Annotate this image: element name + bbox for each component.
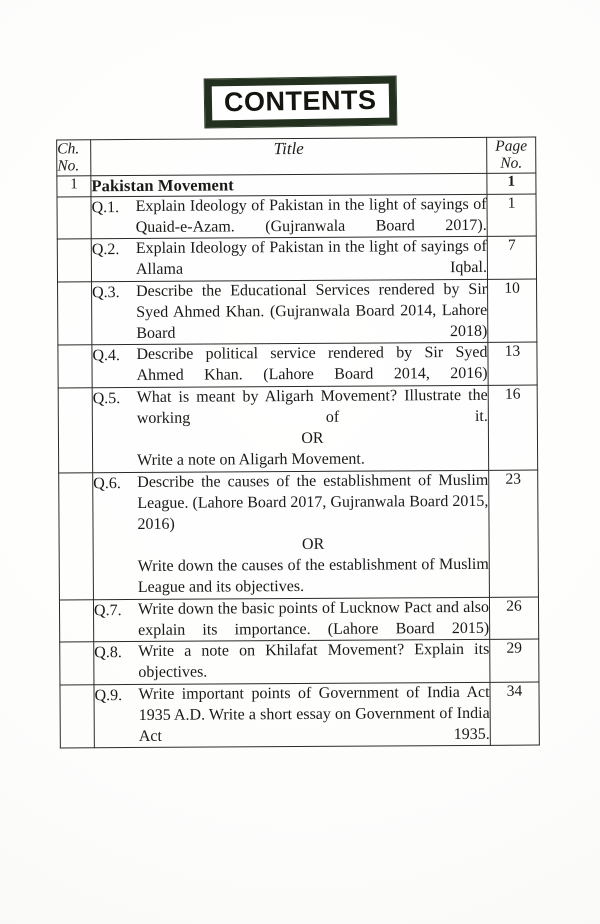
- column-header-chapter-no-line1: Ch.: [57, 140, 80, 158]
- entry-question-text: Explain Ideology of Pakistan in the light of sayings of Quaid-e-Azam. (Gujranwala Board 2017).: [135, 195, 487, 236]
- chapter-no-spacer: [60, 685, 94, 749]
- entry-title-cell: [93, 470, 490, 599]
- entry-question-number: Q.1.: [91, 198, 120, 216]
- page-title: CONTENTS: [223, 84, 377, 118]
- entry-question-text: Describe political service rendered by Sir Syed Ahmed Khan. (Lahore Board 2014, 2016): [136, 344, 488, 385]
- table-row: [58, 385, 538, 473]
- entry-page-number: 7: [487, 236, 536, 279]
- entry-title-cell: [91, 194, 487, 239]
- chapter-page-number: 1: [487, 173, 536, 194]
- contents-heading-box: [204, 77, 395, 128]
- chapter-no-spacer: [59, 473, 94, 600]
- table-header-row: [57, 137, 536, 176]
- entry-title-cell: [92, 385, 489, 473]
- table-row: [60, 682, 539, 748]
- column-header-page-no-line1: Page: [495, 137, 528, 155]
- entry-question-body: [137, 471, 489, 599]
- entry-question-body: [136, 237, 487, 281]
- entry-question-number: Q.6.: [93, 475, 121, 493]
- entry-page-number: 13: [488, 342, 537, 385]
- entry-title-cell: [94, 640, 490, 685]
- chapter-no-spacer: [58, 388, 93, 473]
- entry-question-text: Explain Ideology of Pakistan in the light of sayings of Allama Iqbal.: [135, 238, 487, 279]
- contents-heading-wrap: [0, 78, 600, 126]
- entry-page-number: 23: [489, 470, 539, 597]
- table-row: [57, 194, 536, 240]
- entry-question-body: [136, 343, 487, 387]
- entry-title-cell: [91, 237, 487, 282]
- entry-question-number: Q.3.: [92, 283, 120, 302]
- column-header-chapter-no: [57, 140, 91, 176]
- table-row: [59, 470, 539, 600]
- entry-page-number: 26: [489, 597, 538, 640]
- entry-question-body: [137, 386, 489, 472]
- entry-alternate-text: Write a note on Aligarh Movement.: [137, 450, 365, 470]
- entry-question-text: Describe the Educational Services rendered by Sir Syed Ahmed Khan. (Gujranwala Board 2014, Lahore Board 2018): [136, 280, 488, 342]
- entry-title-cell: [94, 682, 490, 748]
- chapter-no-spacer: [57, 239, 91, 282]
- entry-question-body: [135, 195, 486, 239]
- entry-page-number: 34: [490, 682, 539, 746]
- column-header-chapter-no-line2: No.: [57, 157, 80, 175]
- entry-question-body: [138, 598, 489, 642]
- entry-title-cell: [92, 343, 488, 388]
- entry-question-number: Q.2.: [91, 241, 120, 259]
- entry-title-cell: [92, 279, 488, 345]
- table-row: [58, 279, 537, 345]
- entry-page-number: 29: [490, 639, 539, 682]
- table-row: [58, 342, 537, 388]
- entry-question-number: Q.8.: [94, 644, 122, 662]
- chapter-no-spacer: [57, 196, 91, 239]
- entry-or-separator: OR: [301, 430, 324, 448]
- column-header-page-no-line2: No.: [500, 154, 523, 173]
- entry-question-body: [138, 640, 489, 684]
- chapter-no-spacer: [60, 642, 94, 685]
- entry-question-body: [136, 280, 487, 345]
- entry-question-number: Q.4.: [92, 347, 121, 365]
- entry-question-text: Write a note on Khilafat Movement? Explain its objectives.: [138, 641, 490, 682]
- table-of-contents: [56, 137, 540, 749]
- chapter-title: Pakistan Movement: [91, 173, 487, 196]
- entry-or-separator: OR: [301, 536, 325, 554]
- column-header-page-no: [487, 137, 536, 173]
- entry-question-text: Describe the causes of the establishment of Muslim League. (Lahore Board 2017, Gujranwala Board 2015, 2016): [137, 471, 489, 533]
- entry-title-cell: [93, 597, 489, 642]
- entry-question-text: Write down the basic points of Lucknow Pact and also explain its importance. (Lahore Board 2015): [137, 598, 490, 639]
- table-row: [59, 597, 538, 643]
- entry-question-text: Write important points of Government of India Act 1935 A.D. Write a short essay on Government of India Act 1935.: [138, 683, 490, 745]
- chapter-row: [57, 173, 536, 197]
- entry-page-number: 10: [488, 279, 537, 343]
- entry-question-number: Q.9.: [94, 687, 123, 705]
- chapter-no-spacer: [59, 600, 93, 643]
- entry-page-number: 1: [487, 194, 536, 237]
- entry-question-number: Q.5.: [92, 389, 121, 408]
- entry-question-number: Q.7.: [93, 601, 122, 620]
- entry-page-number: 16: [488, 385, 538, 470]
- table-row: [57, 236, 536, 282]
- chapter-no-spacer: [58, 282, 92, 346]
- entry-question-text: What is meant by Aligarh Movement? Illustrate the working of it.: [136, 386, 488, 427]
- entry-question-body: [138, 683, 489, 748]
- column-header-title: Title: [91, 137, 487, 175]
- chapter-number: 1: [57, 175, 91, 196]
- chapter-no-spacer: [58, 345, 92, 388]
- entry-alternate-text: Write down the causes of the establishment of Muslim League and its objectives.: [137, 556, 489, 597]
- table-row: [60, 639, 539, 685]
